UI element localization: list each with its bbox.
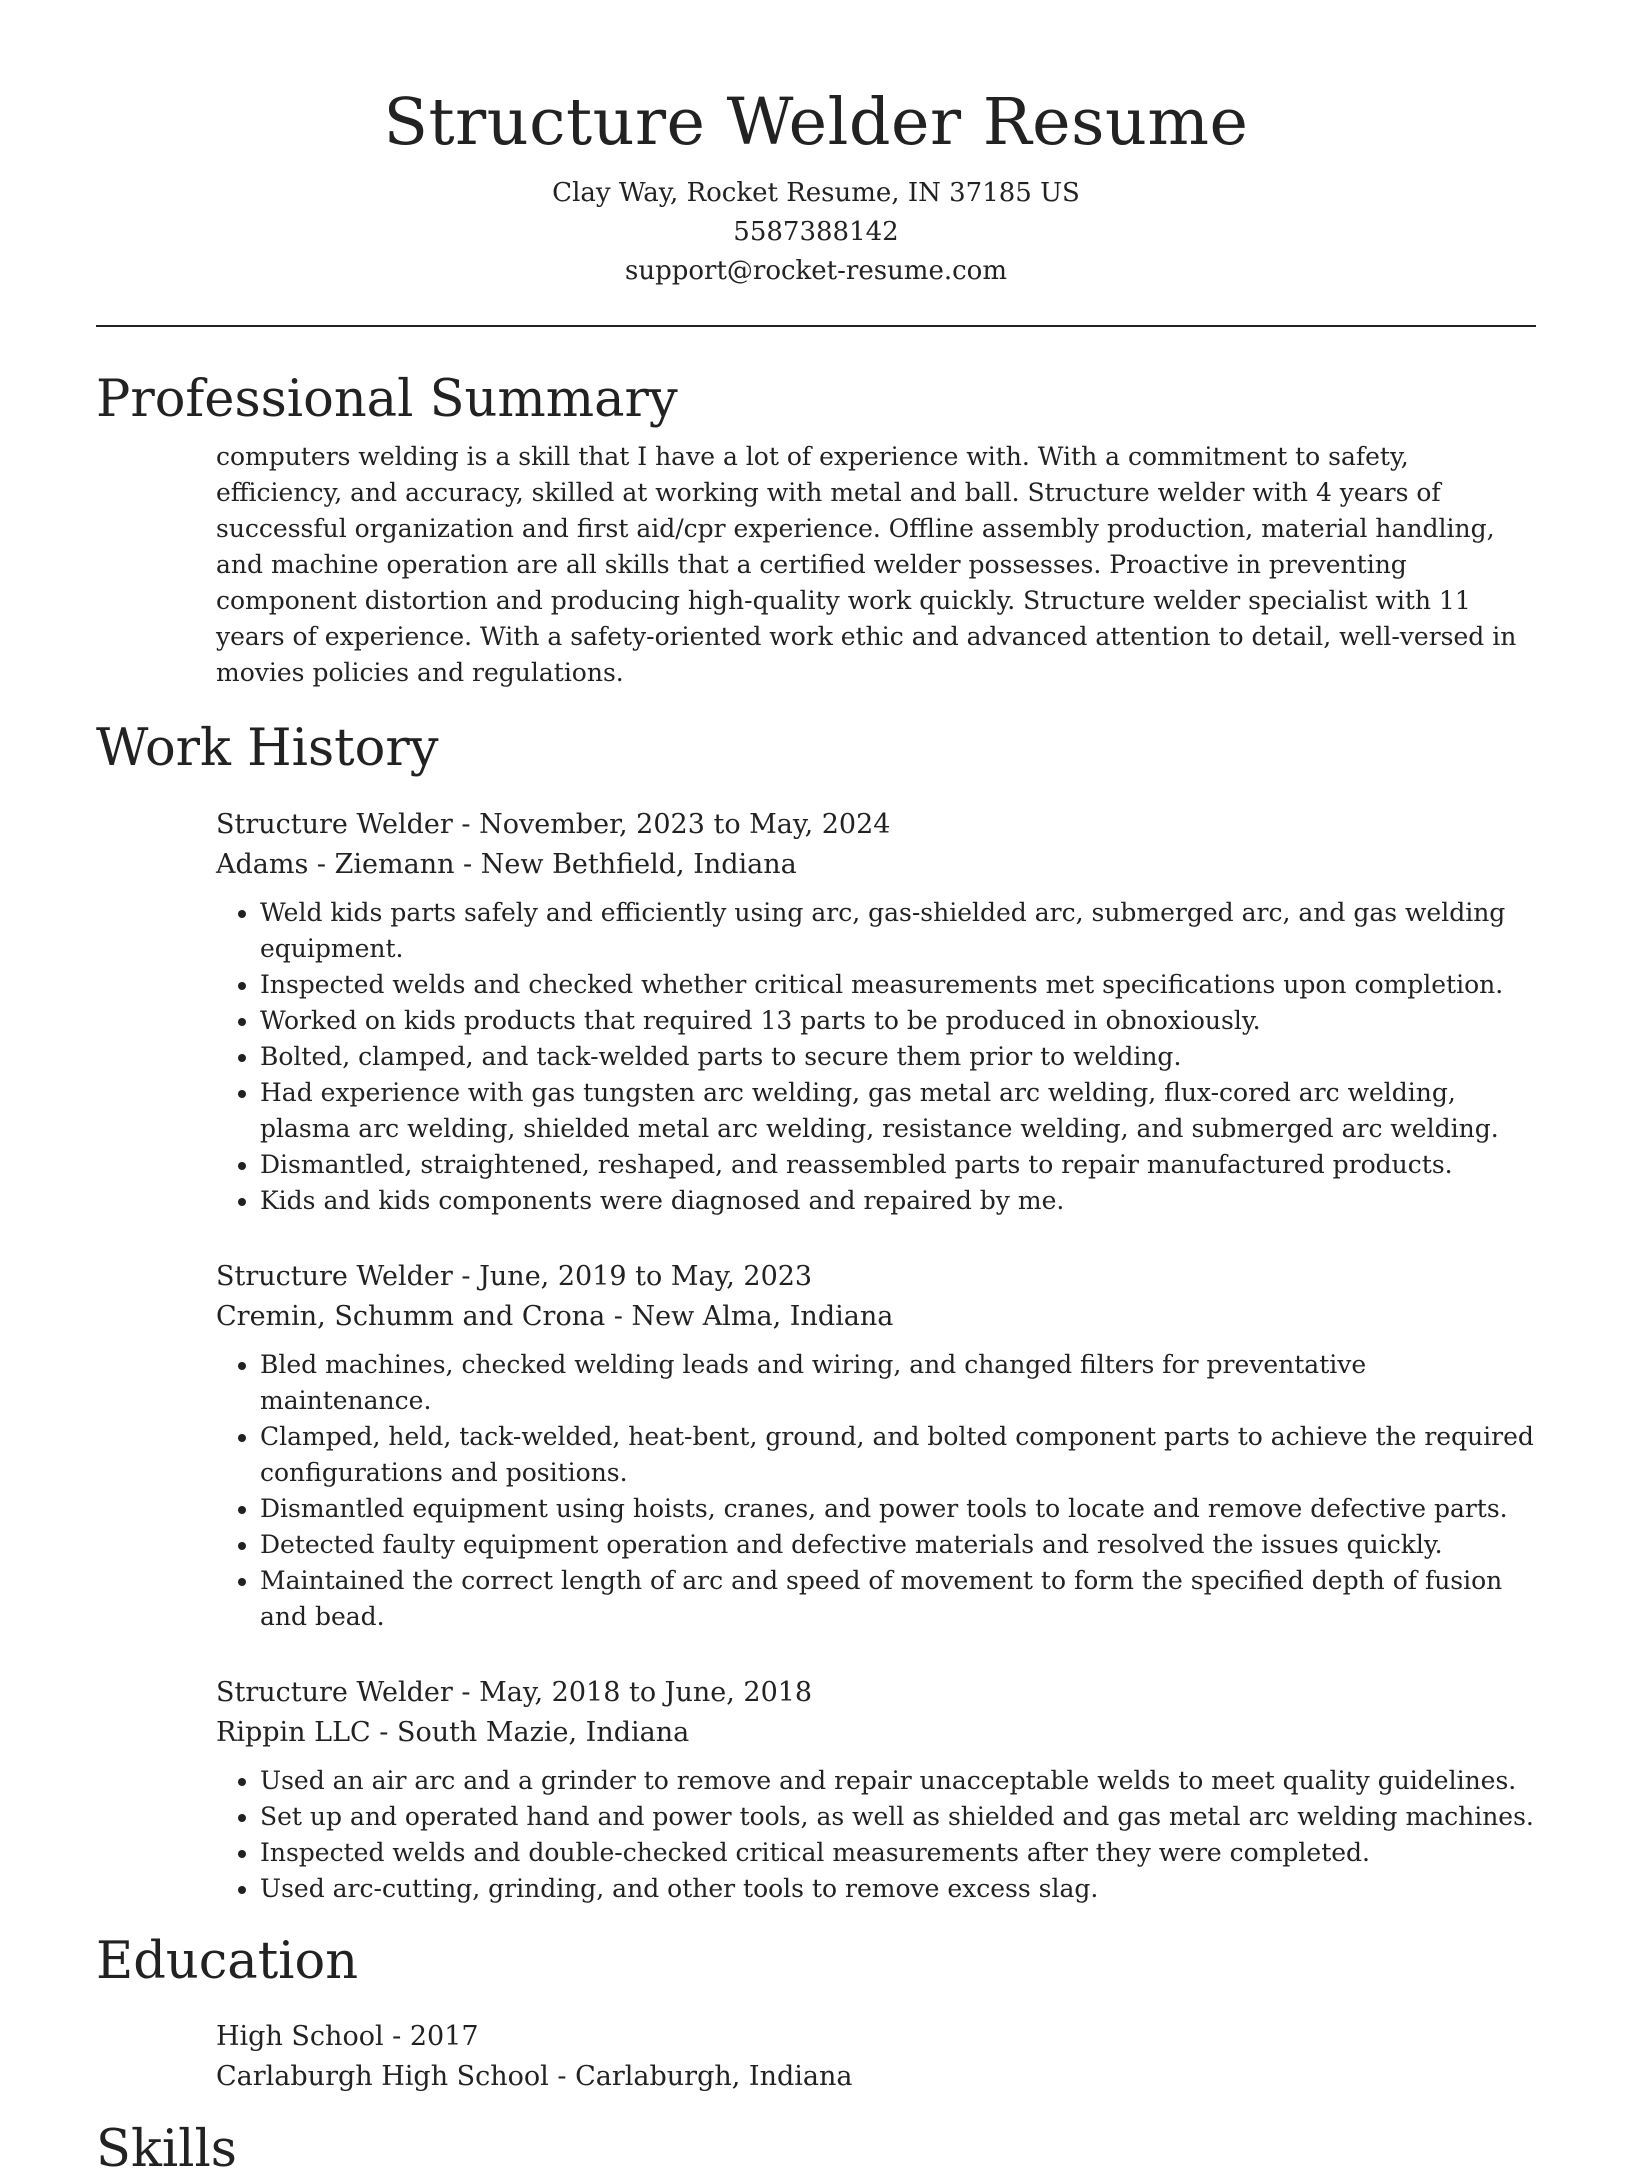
education-degree-line: High School - 2017 bbox=[216, 2020, 479, 2052]
resume-title: Structure Welder Resume bbox=[383, 85, 1249, 160]
job-role-line: Structure Welder - June, 2019 to May, 2023 bbox=[216, 1260, 813, 1292]
job-role-line: Structure Welder - May, 2018 to June, 2018 bbox=[216, 1676, 813, 1708]
job-bullet: • Inspected welds and checked whether critical measurements met specifications upon completion. bbox=[260, 967, 1536, 1003]
job-role-line: Structure Welder - November, 2023 to May, 2024 bbox=[216, 808, 891, 840]
job-company-line: Rippin LLC - South Mazie, Indiana bbox=[216, 1716, 690, 1748]
job-bullet: • Bled machines, checked welding leads and wiring, and changed filters for preventative maintenance. bbox=[260, 1347, 1536, 1419]
summary-heading: Professional Summary bbox=[96, 370, 678, 429]
job-bullets bbox=[216, 1763, 1536, 1907]
contact-address: Clay Way, Rocket Resume, IN 37185 US bbox=[552, 178, 1080, 208]
job-bullet: • Detected faulty equipment operation and defective materials and resolved the issues quickly. bbox=[260, 1527, 1536, 1563]
job-bullet: • Dismantled equipment using hoists, cranes, and power tools to locate and remove defective parts. bbox=[260, 1491, 1536, 1527]
resume-page bbox=[96, 0, 1536, 2183]
education-school-line: Carlaburgh High School - Carlaburgh, Indiana bbox=[216, 2060, 853, 2092]
skills-heading: Skills bbox=[96, 2119, 237, 2179]
job-entry-3 bbox=[216, 1673, 1536, 1907]
job-bullet: • Weld kids parts safely and efficiently using arc, gas-shielded arc, submerged arc, and gas welding equipment. bbox=[260, 895, 1536, 967]
job-bullet: • Bolted, clamped, and tack-welded parts to secure them prior to welding. bbox=[260, 1039, 1536, 1075]
contact-block bbox=[96, 174, 1536, 291]
summary-text: computers welding is a skill that I have a lot of experience with. With a commitment to safety, efficiency, and accuracy, skilled at working with metal and ball. Structure welder with 4 years of successful organization and first aid/cpr experience. Offline assembly production, material handling, and machine operation are all skills that a certified welder possesses. Proactive in preventing component distortion and producing high-quality work quickly. Structure welder specialist with 11 years of experience. With a safety-oriented work ethic and advanced attention to detail, well-versed in movies policies and regulations. bbox=[216, 442, 1517, 688]
job-entry-1 bbox=[216, 805, 1536, 1219]
work-history-heading: Work History bbox=[96, 719, 439, 779]
job-bullets bbox=[216, 1347, 1536, 1635]
job-bullet: • Set up and operated hand and power tools, as well as shielded and gas metal arc welding machines. bbox=[260, 1799, 1536, 1835]
job-bullet: • Had experience with gas tungsten arc welding, gas metal arc welding, flux-cored arc welding, plasma arc welding, shielded metal arc welding, resistance welding, and submerged arc welding. bbox=[260, 1075, 1536, 1147]
job-bullet: • Kids and kids components were diagnosed and repaired by me. bbox=[260, 1183, 1536, 1219]
job-bullet: • Inspected welds and double-checked critical measurements after they were completed. bbox=[260, 1835, 1536, 1871]
header-divider bbox=[96, 325, 1536, 327]
job-bullet: • Used an air arc and a grinder to remove and repair unacceptable welds to meet quality guidelines. bbox=[260, 1763, 1536, 1799]
job-bullets bbox=[216, 895, 1536, 1219]
job-bullet: • Used arc-cutting, grinding, and other tools to remove excess slag. bbox=[260, 1871, 1536, 1907]
contact-email: support@rocket-resume.com bbox=[624, 256, 1007, 286]
job-bullet: • Worked on kids products that required 13 parts to be produced in obnoxiously. bbox=[260, 1003, 1536, 1039]
job-bullet: • Dismantled, straightened, reshaped, and reassembled parts to repair manufactured products. bbox=[260, 1147, 1536, 1183]
contact-phone: 5587388142 bbox=[733, 217, 899, 247]
job-company-line: Cremin, Schumm and Crona - New Alma, Indiana bbox=[216, 1300, 894, 1332]
job-bullet: • Clamped, held, tack-welded, heat-bent, ground, and bolted component parts to achieve the required configurations and positions. bbox=[260, 1419, 1536, 1491]
education-heading: Education bbox=[96, 1931, 359, 1991]
job-bullet: • Maintained the correct length of arc and speed of movement to form the specified depth of fusion and bead. bbox=[260, 1563, 1536, 1635]
education-entry bbox=[216, 2017, 1536, 2097]
job-entry-2 bbox=[216, 1257, 1536, 1635]
job-company-line: Adams - Ziemann - New Bethfield, Indiana bbox=[216, 848, 797, 880]
